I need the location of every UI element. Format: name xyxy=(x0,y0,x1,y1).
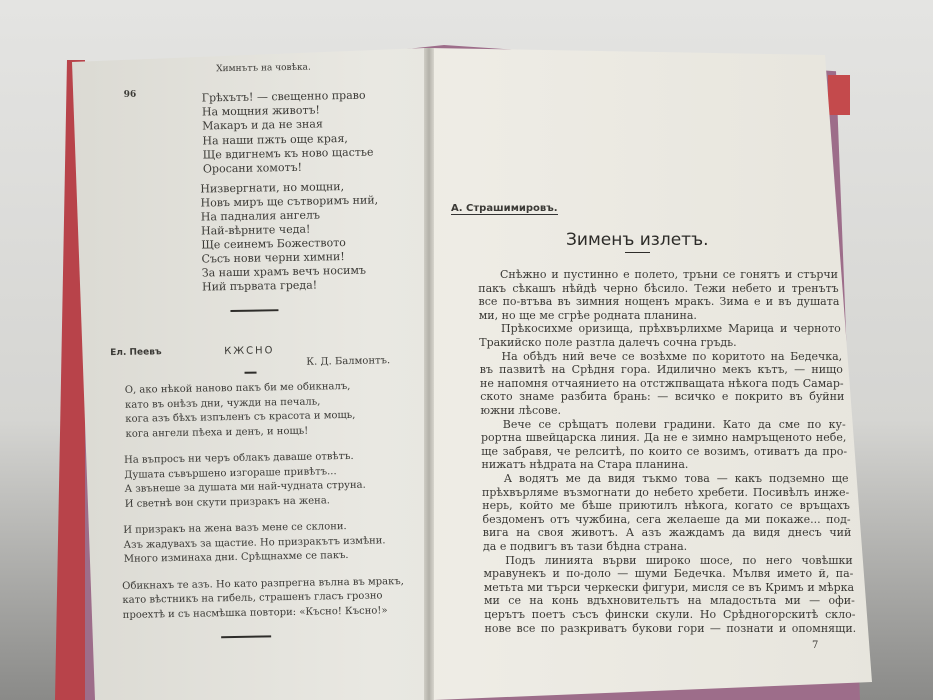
article-line: прѣхвърляме възмогнати до небето хребети. Посивѣлъ инже- xyxy=(482,485,850,499)
page-number: 7 xyxy=(812,640,819,651)
article-line: вига на своя животъ. А азъ жаждамъ да видя днесъ чий xyxy=(482,526,852,540)
article-line: ми, но ще ме сгрѣе родната планина. xyxy=(478,308,697,322)
article-line: ското знаме разбита брань: — всичко е покрито въ буйни xyxy=(480,390,845,404)
poem-line: Макаръ и да не зная xyxy=(202,117,323,133)
poem-line: За наши храмъ вечъ носимъ xyxy=(201,263,367,280)
article-line: ми се на конь вдъхновительтъ на младостьта ми — офи- xyxy=(484,594,855,608)
article-line: бездоменъ отъ чужбина, сега желаеше да ми покаже... под- xyxy=(482,512,851,526)
poem-line: Грѣхътъ! — свещенно право xyxy=(201,88,366,105)
article-line: А водятъ ме да видя тъкмо това — какъ подземно ще xyxy=(503,472,849,485)
poem-line: Ний първата греда! xyxy=(201,278,318,294)
poem-line: Азъ жадувахъ за щастие. Но призракътъ измѣни. xyxy=(123,534,386,551)
article-line: въ пазвитѣ на Срѣдня гора. Идилично мекъ кътъ, — нищо xyxy=(479,363,843,377)
poem-line: А звънеше за душата ми най-чудната струна. xyxy=(124,479,366,495)
article-line: нове все по разкриватъ букови гори — познати и опомнящи. xyxy=(484,621,857,635)
article-line: метьта ми търси черкески фигури, мисля се въ Кримъ и мѣрка xyxy=(483,580,855,594)
article-line: все по-втъва въ зимния нощенъ мракъ. Зима е и въ душата xyxy=(478,295,840,309)
poem-line: На въпросъ ни черъ облакъ даваше отвѣтъ. xyxy=(123,450,354,466)
article-line: Вече се срѣщатъ полеви градини. Като да сме по ку- xyxy=(502,417,846,431)
title-rule xyxy=(625,252,650,253)
article-line: Снѣжно и пустинно е полето, тръни се гонятъ и стърчи xyxy=(500,268,838,281)
poem-author: К. Д. Балмонтъ. xyxy=(306,355,391,368)
article-line: ще забравя, че релситѣ, по които се возимъ, отиватъ да про- xyxy=(481,444,848,458)
article-line: Тракийско поле разтла далечъ сочна гръдь. xyxy=(479,336,737,349)
page-number: 96 xyxy=(123,89,137,100)
article-title: Зименъ излетъ. xyxy=(566,230,709,250)
book-gutter xyxy=(424,48,434,700)
running-head: Химнътъ на човѣка. xyxy=(216,62,311,75)
poem-line: като въ онѣзъ дни, чужди на печаль, xyxy=(124,395,321,411)
poem-line: На мощния животъ! xyxy=(201,103,321,119)
article-line: церътъ поетъ съсъ фински скули. Но Срѣдногорскитѣ скло- xyxy=(484,608,856,621)
poem-line: О, ако нѣкой наново пакъ би ме обикналъ, xyxy=(124,380,351,396)
article-line: нерь, който ме бѣше приютилъ нѣкога, когато се връщахъ xyxy=(482,499,850,513)
article-line: рортна швейцарска линия. Да не е зимно намръщеното небе, xyxy=(481,431,847,445)
article-line: Прѣкосихме оризища, прѣхвърлихме Марица и черното xyxy=(501,322,841,336)
poem-line: Новъ миръ ще сътворимъ ний, xyxy=(200,193,379,210)
title-rule xyxy=(245,372,257,374)
poem-line: кога азъ бѣхъ изпъленъ съ красота и мощь, xyxy=(125,409,356,425)
poem-line: Съсъ нови черни химни! xyxy=(201,250,345,266)
article-line: мравунекъ и по-доло — шуми Бедечка. Мълвя името й, па- xyxy=(483,567,854,581)
poem-line: Низвергнати, но мощни, xyxy=(200,180,345,196)
poem-line: Ще сеинемъ Божеството xyxy=(201,236,346,252)
poem-line: Душата съвършено изгораше привѣтъ... xyxy=(124,465,337,481)
article-line: пакъ сѣкашъ нѣйдѣ черно бѣсило. Тежи небето и тренътъ xyxy=(478,281,839,295)
poem-line: Ще вдигнемъ къ ново щастье xyxy=(202,145,374,162)
poem-line: Обикнахъ те азъ. Но като разпрегна вълна въ мракъ, xyxy=(122,575,404,592)
poem-line: кога ангели пѣеха и денъ, и нощь! xyxy=(125,425,309,440)
article-line: Подъ линията върви широко шосе, по него човѣшки xyxy=(505,553,853,567)
translator-name: Ел. Пеевъ xyxy=(110,347,162,359)
poem-line: Оросани хомотъ! xyxy=(202,160,303,176)
article-line: да е подвигъ въ тази бѣдна страна. xyxy=(483,540,688,553)
article-author: А. Страшимировъ. xyxy=(451,203,558,214)
poem-line: Много изминаха дни. Срѣщнахме се пакъ. xyxy=(123,550,349,565)
poem-line: Най-вѣрните чеда! xyxy=(200,222,311,238)
poem-line: И светнѣ вон скути призракъ на жена. xyxy=(124,494,331,510)
poem-line: като вѣстникъ на гибель, страшенъ гласъ грозно xyxy=(122,590,383,606)
poem-line: На наши пжть още края, xyxy=(202,131,348,148)
book-cover-edge-right xyxy=(828,75,850,115)
poem-line: На падналия ангелъ xyxy=(200,208,321,224)
poem-line: И призракъ на жена вазъ мене се склони. xyxy=(123,521,347,536)
article-line: На обѣдъ ний вече се возѣхме по коритото на Бедечка, xyxy=(501,349,843,363)
poem-title: КЖСНО xyxy=(224,345,275,358)
poem-line: проехтѣ и съ насмѣшка повтори: «Късно! Късно!» xyxy=(122,604,388,621)
article-line: южни лѣсове. xyxy=(480,404,561,417)
article-line: нижатъ нѣдрата на Стара планина. xyxy=(481,458,689,472)
article-line: не напомня отчаянието на отстжпващата нѣкога подъ Самар- xyxy=(480,376,844,390)
